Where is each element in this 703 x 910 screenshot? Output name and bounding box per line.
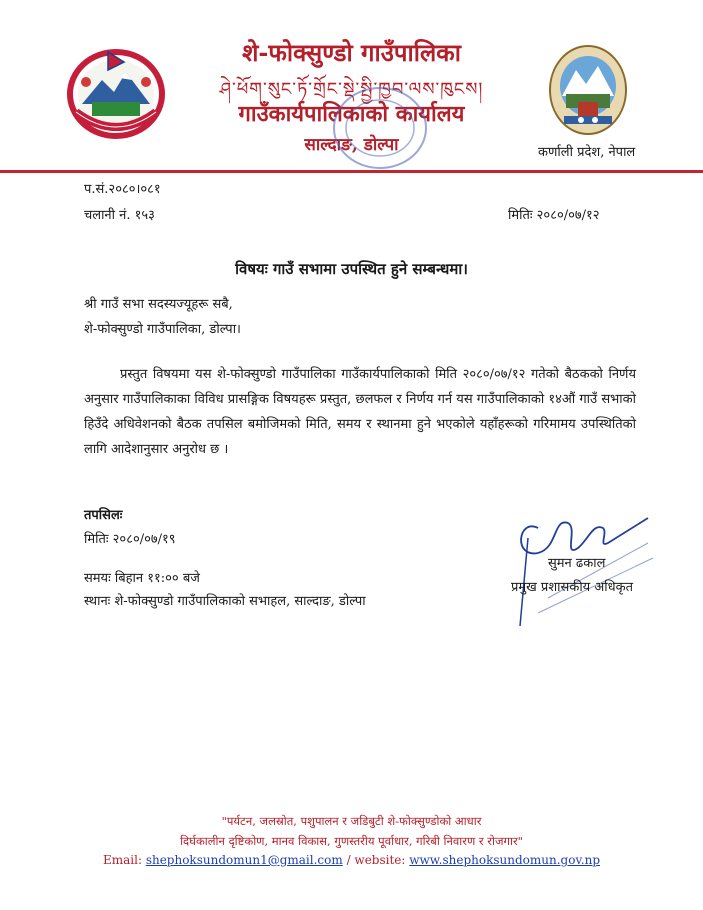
- office-location: साल्दाङ, डोल्पा: [304, 135, 399, 155]
- addressee-line-2: शे-फोक्सुण्डो गाउँपालिका, डोल्पा।: [84, 322, 241, 337]
- office-name: गाउँकार्यपालिकाको कार्यालय: [238, 101, 465, 127]
- office-stamp: [325, 78, 435, 178]
- meeting-time: समयः बिहान ११:०० बजे: [84, 571, 200, 586]
- footer-slogan-line-2: दिर्घकालीन दृष्टिकोण, मानव विकास, गुणस्तरीय पूर्वाधार, गरिबी निवारण र रोजगार": [180, 834, 523, 848]
- email-link[interactable]: shephoksundomun1@gmail.com: [145, 853, 343, 867]
- meeting-place: स्थानः शे-फोक्सुण्डो गाउँपालिकाको सभाहल, साल्दाङ, डोल्पा: [84, 594, 366, 609]
- municipality-name-tibetan: ཤེ་ཕོག་སུང་ཏོ་གྲོང་སྡེ་སྤྱི་ཁྱབ་ལས་ཁུངས།: [219, 79, 484, 100]
- footer-slogan-line-1: "पर्यटन, जलस्रोत, पशुपालन र जडिबुटी शे-फोक्सुण्डोको आधार: [221, 814, 482, 828]
- province-label: कर्णाली प्रदेश, नेपाल: [538, 145, 636, 160]
- details-heading: तपसिलः: [84, 508, 123, 523]
- footer-contact: [0, 853, 703, 867]
- website-separator: / website:: [346, 853, 406, 867]
- meeting-date: मितिः २०८०/०७/१९: [84, 532, 176, 547]
- letter-body: प्रस्तुत विषयमा यस शे-फोक्सुण्डो गाउँपालिका गाउँकार्यपालिकाको मिति २०८०/०७/१२ गतेको बैठकको निर्णय अनुसार गाउँपालिकाका विविध प्रासङ्गिक विषयहरू प्रस्तुत, छलफल र निर्णय गर्न यस गाउँपालिकाको १४औं गाउँ सभाको हिउँदे अधिवेशनको बैठक तपसिल बमोजिमको मिति, समय र स्थानमा हुने भएकोले यहाँहरूको गरिमामय उपस्थितिको लागि आदेशानुसार अनुरोध छ ।: [84, 367, 636, 457]
- letter-date: मितिः २०८०/०७/१२: [508, 208, 600, 223]
- signatory-role: प्रमुख प्रशासकीय अधिकृत: [511, 580, 634, 595]
- signatory-name: सुमन ढकाल: [548, 556, 606, 571]
- municipality-name: शे-फोक्सुण्डो गाउँपालिका: [242, 38, 461, 67]
- dispatch-number: चलानी नं. १५३: [84, 208, 155, 223]
- website-link[interactable]: www.shephoksundomun.gov.np: [409, 853, 601, 867]
- email-label: Email:: [102, 853, 142, 867]
- letter-number: प.सं.२०८०।०८१: [84, 182, 161, 197]
- addressee-line-1: श्री गाउँ सभा सदस्यज्यूहरू सबै,: [84, 297, 233, 312]
- header-divider: [0, 170, 703, 173]
- letter-subject: विषयः गाउँ सभामा उपस्थित हुने सम्बन्धमा।: [235, 260, 468, 278]
